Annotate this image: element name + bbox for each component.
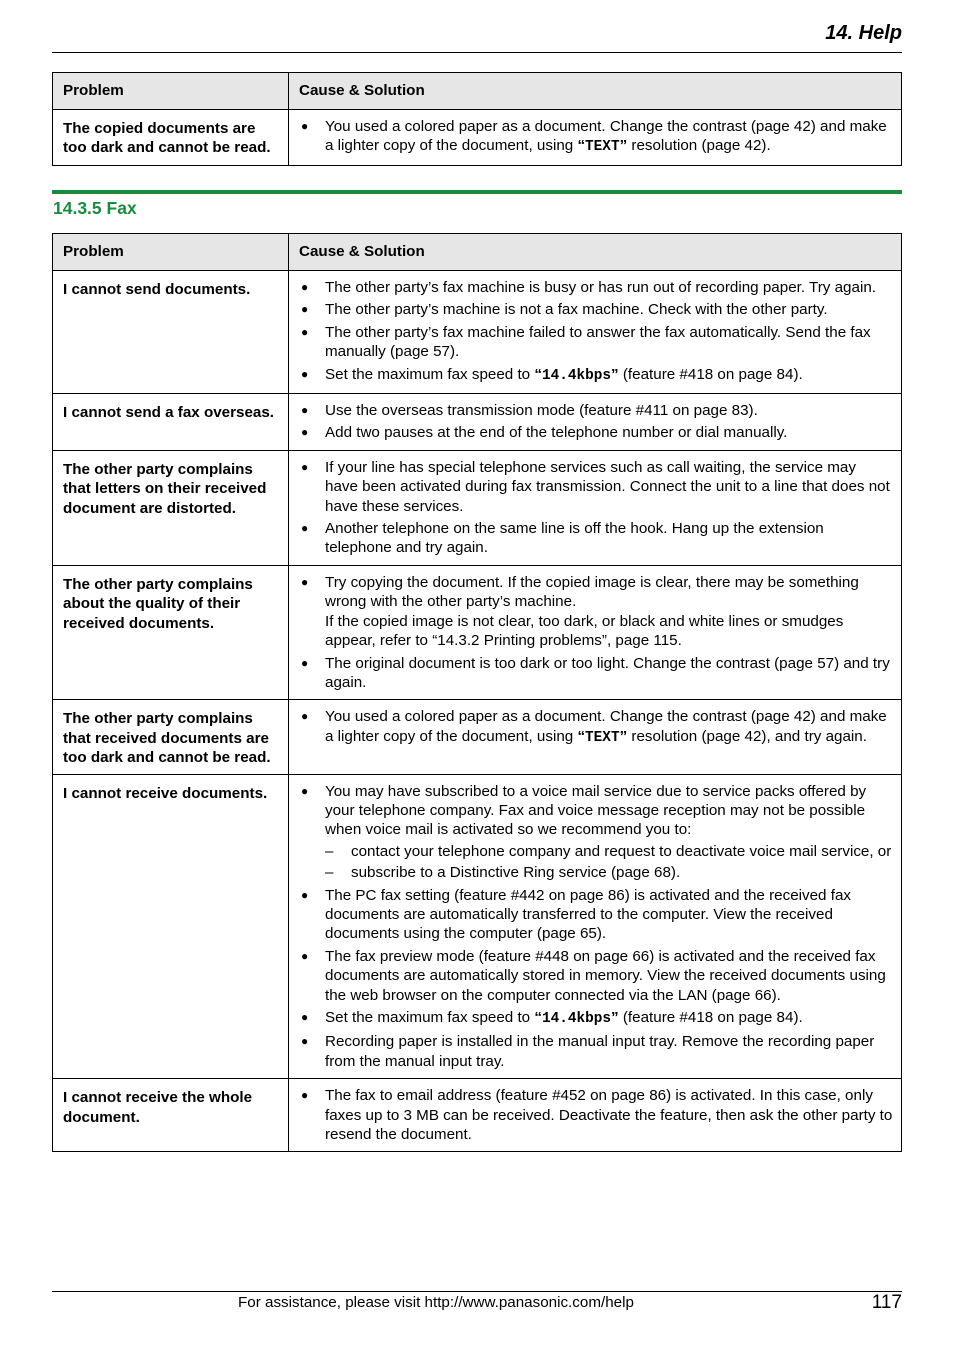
solution-cell bbox=[289, 774, 902, 1079]
table-row bbox=[53, 110, 902, 166]
solution-bullet: ● Use the overseas transmission mode (feature #411 on page 83). bbox=[299, 401, 893, 420]
page-number: 117 bbox=[871, 1292, 902, 1313]
header-rule bbox=[52, 52, 902, 53]
solution-bullet: ● You used a colored paper as a document. Change the contrast (page 42) and make a lighter copy of the document, using “TEXT” resolution (page 42). bbox=[299, 117, 893, 158]
problem-cell: The other party complains that received documents are too dark and cannot be read. bbox=[53, 700, 289, 774]
solution-bullet: ● Add two pauses at the end of the telephone number or dial manually. bbox=[299, 423, 893, 442]
table-row bbox=[53, 565, 902, 699]
column-header-solution: Cause & Solution bbox=[289, 73, 902, 110]
column-header-solution: Cause & Solution bbox=[289, 234, 902, 271]
solution-cell bbox=[289, 1079, 902, 1152]
table-row bbox=[53, 450, 902, 565]
fax-problem-table bbox=[52, 233, 902, 1152]
problem-cell: The other party complains that letters on their received document are distorted. bbox=[53, 450, 289, 565]
solution-cell bbox=[289, 700, 902, 774]
problem-cell: I cannot receive the whole document. bbox=[53, 1079, 289, 1152]
solution-text: (feature #418 on page 84). bbox=[618, 365, 803, 383]
footer-rule bbox=[52, 1291, 902, 1292]
table-row bbox=[53, 271, 902, 394]
solution-text: (feature #418 on page 84). bbox=[618, 1009, 803, 1026]
solution-bullet: ● The fax to email address (feature #452 on page 86) is activated. In this case, only faxes up to 3 MB can be received. Deactivate the feature, then ask the other party to resend the document. bbox=[299, 1086, 893, 1144]
problem-cell: I cannot send documents. bbox=[53, 271, 289, 394]
solution-bullet: ● The other party’s machine is not a fax machine. Check with the other party. bbox=[299, 300, 893, 319]
table-row bbox=[53, 1079, 902, 1152]
solution-cell bbox=[289, 565, 902, 699]
section-title: 14.3.5 Fax bbox=[53, 198, 137, 218]
section-rule bbox=[52, 190, 902, 194]
solution-cell bbox=[289, 271, 902, 394]
fax-speed-value: 14.4kbps bbox=[541, 1011, 612, 1027]
solution-text: You used a colored paper as a document. Change the contrast (page 42) and make a lighter copy of the document, using bbox=[325, 118, 887, 155]
problem-cell: The other party complains about the quality of their received documents. bbox=[53, 565, 289, 699]
sub-item: – subscribe to a Distinctive Ring service (page 68). bbox=[325, 863, 893, 882]
solution-text: resolution (page 42), and try again. bbox=[627, 727, 867, 745]
table-row bbox=[53, 774, 902, 1079]
solution-bullet bbox=[299, 782, 893, 883]
solution-text: You may have subscribed to a voice mail service due to service packs offered by your telephone company. Fax and voice message reception may not be possible when voice mail is activated so we recommend you to: bbox=[325, 782, 867, 839]
solution-bullet: ● The fax preview mode (feature #448 on page 66) is activated and the received fax documents are automatically stored in memory. View the received documents using the web browser on the computer connected via the LAN (page 66). bbox=[299, 947, 893, 1005]
solution-cell bbox=[289, 450, 902, 565]
solution-bullet: ● The other party’s fax machine is busy or has run out of recording paper. Try again. bbox=[299, 278, 893, 297]
solution-bullet bbox=[299, 573, 893, 651]
solution-bullet: ● Set the maximum fax speed to “14.4kbps” (feature #418 on page 84). bbox=[299, 365, 893, 386]
column-header-problem: Problem bbox=[53, 73, 289, 110]
table-header-row bbox=[53, 73, 902, 110]
solution-bullet: ● Set the maximum fax speed to “14.4kbps” (feature #418 on page 84). bbox=[299, 1008, 893, 1029]
solution-bullet: ● Another telephone on the same line is off the hook. Hang up the extension telephone and try again. bbox=[299, 519, 893, 558]
solution-bullet: ● The original document is too dark or too light. Change the contrast (page 57) and try again. bbox=[299, 654, 893, 693]
solution-text: resolution (page 42). bbox=[627, 137, 771, 155]
solution-cell bbox=[289, 394, 902, 451]
footer-assistance-text: For assistance, please visit http://www.panasonic.com/help bbox=[238, 1294, 634, 1311]
problem-cell: The copied documents are too dark and cannot be read. bbox=[53, 110, 289, 166]
solution-bullet: ● If your line has special telephone services such as call waiting, the service may have been activated during fax transmission. Connect the unit to a line that does not have these services. bbox=[299, 458, 893, 516]
solution-text: ● Try copying the document. If the copied image is clear, there may be something wrong with the other party’s machine. bbox=[325, 573, 859, 611]
problem-cell: I cannot receive documents. bbox=[53, 774, 289, 1079]
resolution-mode: TEXT bbox=[585, 139, 620, 156]
fax-speed-value: 14.4kbps bbox=[541, 367, 612, 384]
solution-text: You used a colored paper as a document. Change the contrast (page 42) and make a lighter copy of the document, using bbox=[325, 708, 887, 745]
table-row bbox=[53, 394, 902, 451]
copy-problem-table bbox=[52, 72, 902, 166]
column-header-problem: Problem bbox=[53, 234, 289, 271]
solution-bullet: ● The PC fax setting (feature #442 on page 86) is activated and the received fax documents are automatically transferred to the computer. View the received documents using the computer (page 65). bbox=[299, 886, 893, 944]
table-header-row bbox=[53, 234, 902, 271]
table-row bbox=[53, 700, 902, 774]
solution-cell bbox=[289, 110, 902, 166]
resolution-mode: TEXT bbox=[585, 729, 620, 746]
problem-cell: I cannot send a fax overseas. bbox=[53, 394, 289, 451]
chapter-title: 14. Help bbox=[825, 22, 902, 44]
solution-text: Set the maximum fax speed to bbox=[325, 1009, 535, 1026]
sub-item: – contact your telephone company and request to deactivate voice mail service, or bbox=[325, 842, 893, 861]
solution-bullet: ● Recording paper is installed in the manual input tray. Remove the recording paper from the manual input tray. bbox=[299, 1032, 893, 1071]
solution-continuation: If the copied image is not clear, too dark, or black and white lines or smudges appear, refer to “14.3.2 Printing problems”, page 115. bbox=[325, 612, 844, 650]
solution-bullet: ● The other party’s fax machine failed to answer the fax automatically. Send the fax manually (page 57). bbox=[299, 323, 893, 362]
solution-bullet: ● You used a colored paper as a document. Change the contrast (page 42) and make a lighter copy of the document, using “TEXT” resolution (page 42), and try again. bbox=[299, 707, 893, 748]
solution-text: Set the maximum fax speed to bbox=[325, 365, 535, 383]
